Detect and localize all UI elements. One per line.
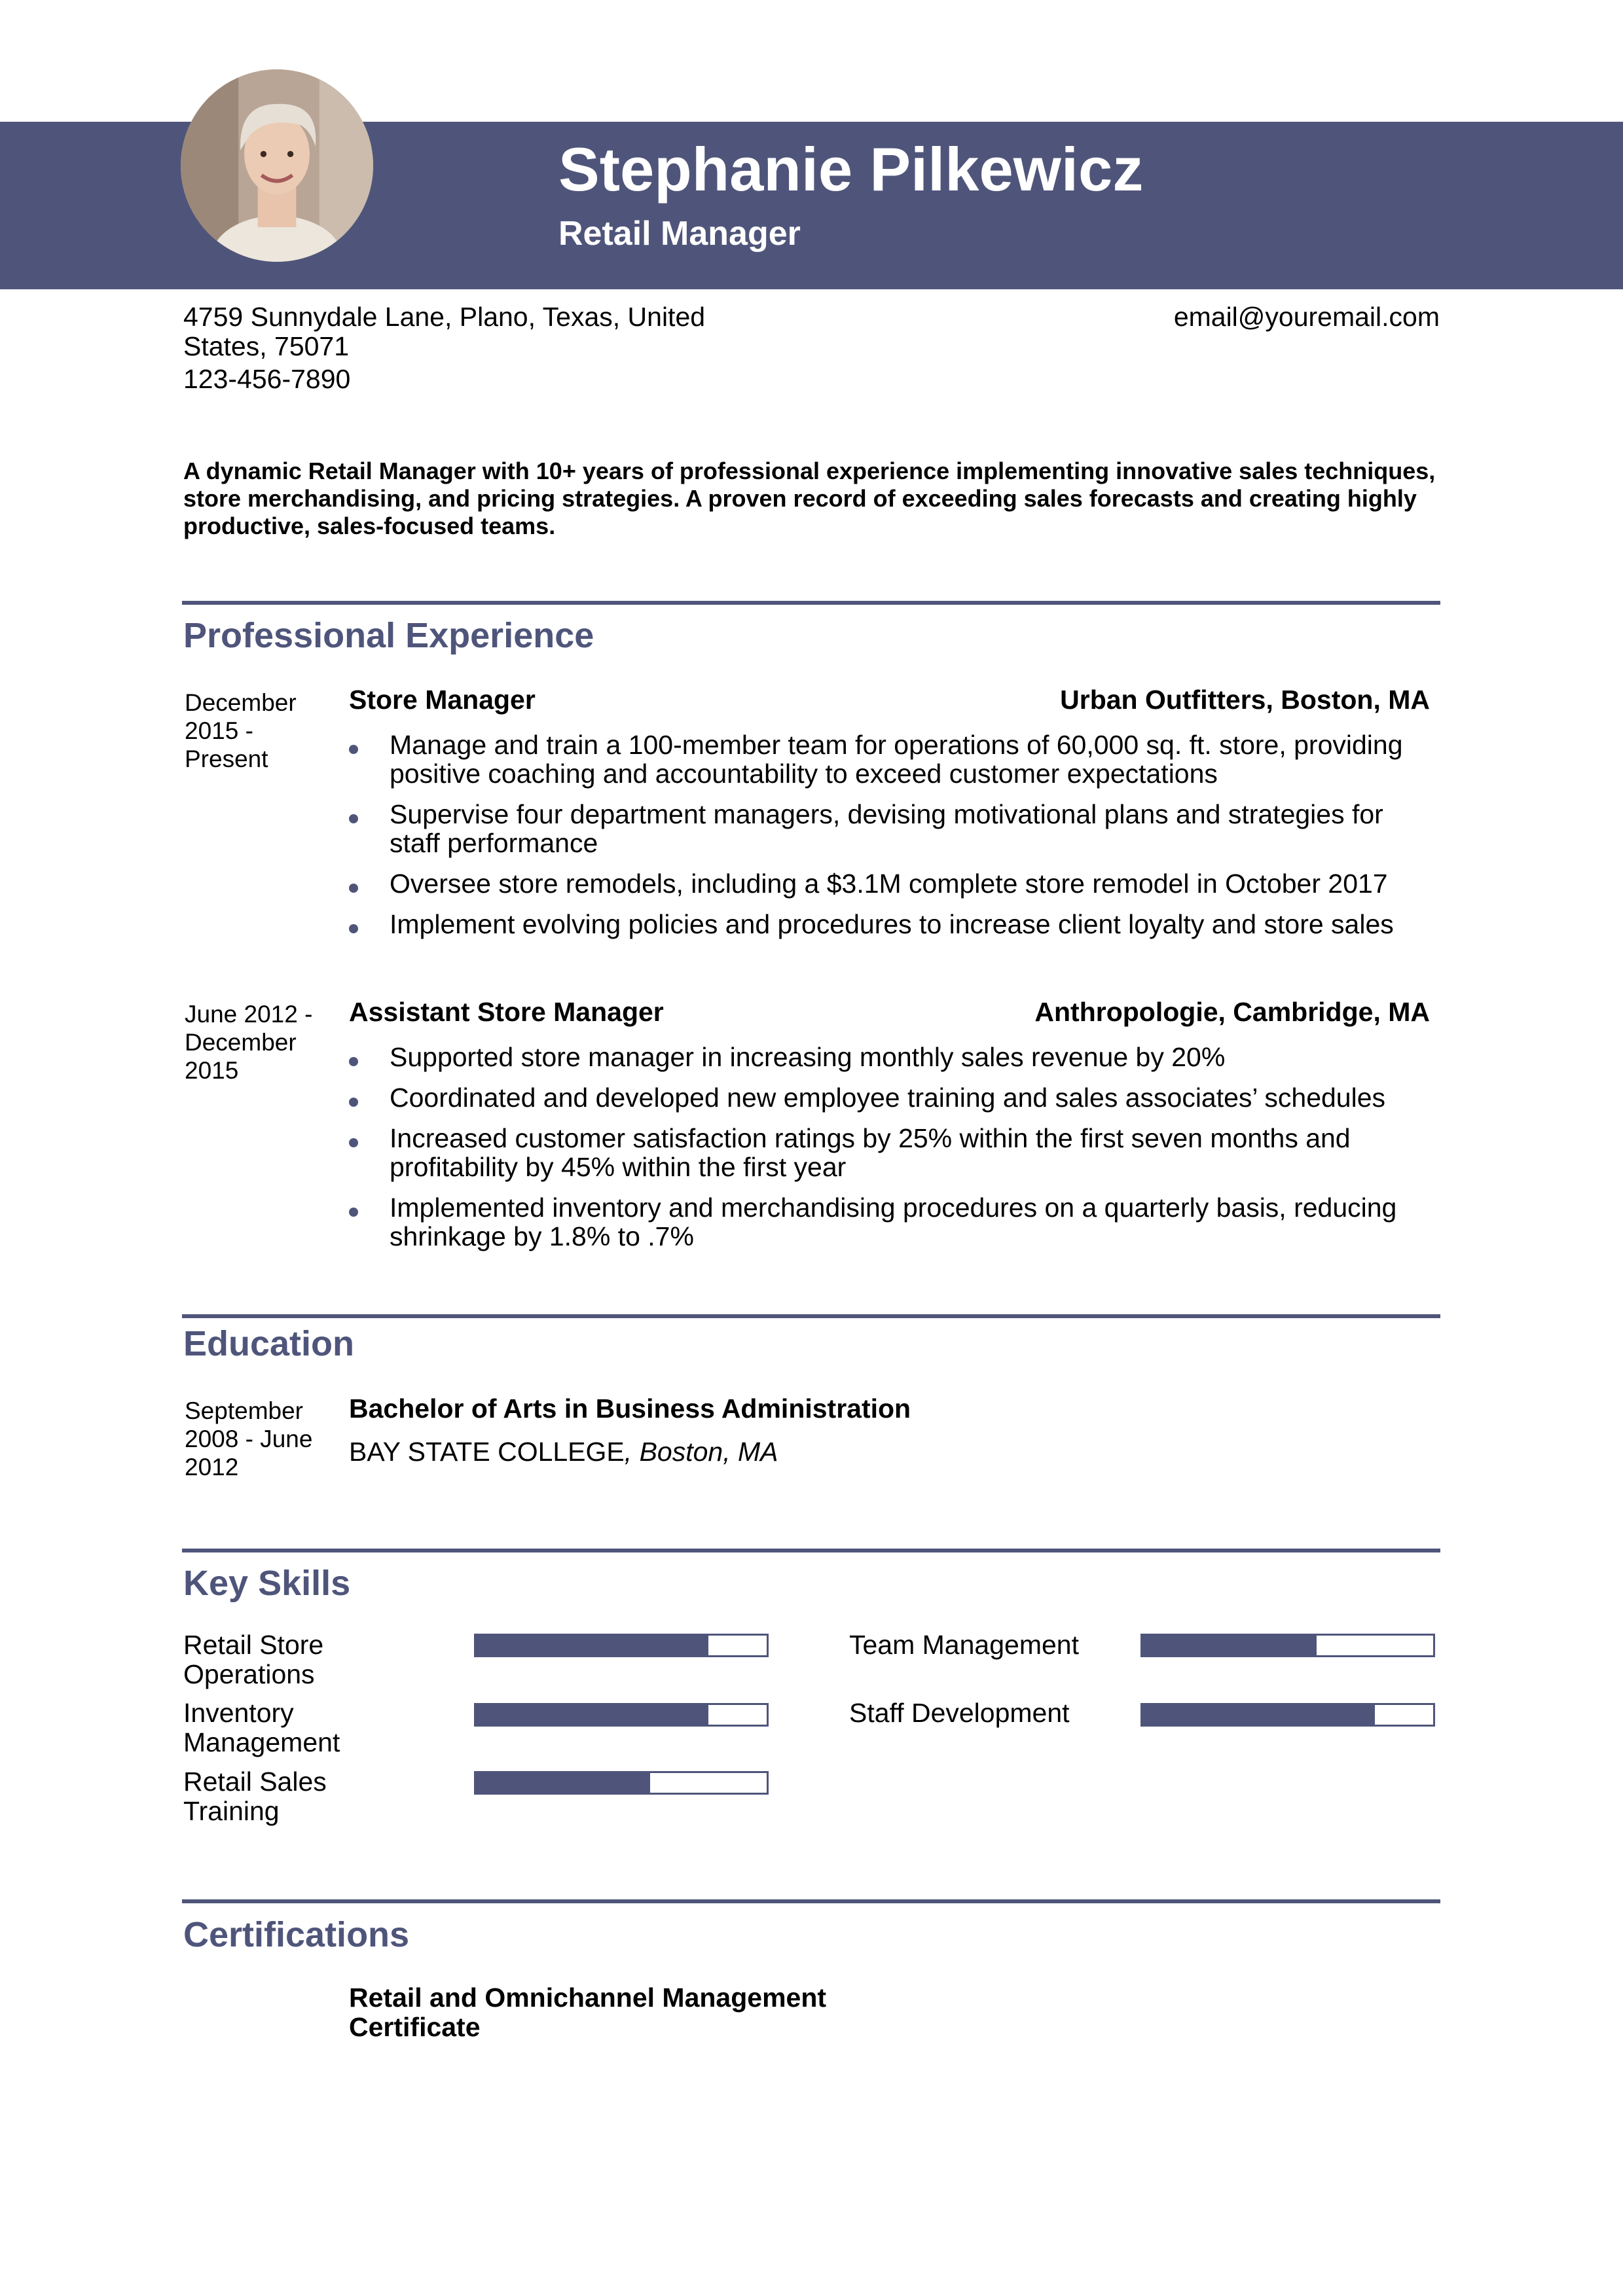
professional-summary: A dynamic Retail Manager with 10+ years of professional experience implementing innovative sales techniques, store merchandising, and pricing strategies. A proven record of exceeding sales forecasts and creating highly productive, sales-focused teams. (183, 457, 1436, 539)
contact-email[interactable]: email@youremail.com (1173, 302, 1440, 332)
skill-bar (474, 1703, 769, 1727)
job-company: Urban Outfitters, Boston, MA (1060, 685, 1430, 715)
school-name: BAY STATE COLLEGE (349, 1437, 625, 1467)
job-company: Anthropologie, Cambridge, MA (1034, 997, 1430, 1027)
job-date: December 2015 - Present (185, 689, 297, 772)
section-divider (182, 1899, 1440, 1903)
section-divider (182, 1549, 1440, 1552)
list-item: Implemented inventory and merchandising procedures on a quarterly basis, reducing shrinkage by 1.8% to .7% (349, 1193, 1436, 1251)
list-item: Increased customer satisfaction ratings by 25% within the first seven months and profitability by 45% within the first year (349, 1124, 1436, 1181)
skill-bar-fill (1142, 1705, 1375, 1725)
section-divider (182, 1314, 1440, 1318)
skill-bar (1140, 1703, 1435, 1727)
skill-name: Inventory Management (183, 1698, 340, 1757)
skill-name: Retail Store Operations (183, 1630, 324, 1689)
contact-phone: 123-456-7890 (183, 364, 351, 394)
section-title-education: Education (183, 1324, 355, 1363)
skill-bar (474, 1771, 769, 1795)
section-title-experience: Professional Experience (183, 616, 594, 655)
job-bullets (349, 1043, 1436, 1263)
education-degree: Bachelor of Arts in Business Administration (349, 1393, 911, 1424)
education-date: September 2008 - June 2012 (185, 1397, 313, 1480)
section-title-certifications: Certifications (183, 1915, 410, 1954)
profile-photo-icon (181, 69, 373, 262)
skill-name: Staff Development (849, 1698, 1070, 1728)
skill-bar-fill (1142, 1636, 1317, 1655)
skill-bar-fill (476, 1705, 708, 1725)
list-item: Implement evolving policies and procedures to increase client loyalty and store sales (349, 910, 1436, 939)
education-school (349, 1436, 778, 1468)
school-location: , Boston, MA (624, 1437, 778, 1467)
skill-name: Retail Sales Training (183, 1767, 327, 1826)
section-divider (182, 601, 1440, 605)
list-item: Coordinated and developed new employee training and sales associates’ schedules (349, 1083, 1436, 1112)
list-item: Oversee store remodels, including a $3.1M complete store remodel in October 2017 (349, 869, 1436, 898)
job-role: Store Manager (349, 685, 536, 715)
list-item: Supported store manager in increasing monthly sales revenue by 20% (349, 1043, 1436, 1071)
skill-name: Team Management (849, 1630, 1079, 1660)
profile-photo (181, 69, 373, 262)
certification-name: Retail and Omnichannel Management Certificate (349, 1982, 827, 2042)
section-title-skills: Key Skills (183, 1564, 351, 1603)
skill-bar-fill (476, 1636, 708, 1655)
skill-bar (1140, 1634, 1435, 1657)
candidate-name: Stephanie Pilkewicz (558, 135, 1144, 204)
job-date: June 2012 - December 2015 (185, 1001, 313, 1084)
list-item: Manage and train a 100-member team for operations of 60,000 sq. ft. store, providing positive coaching and accountability to exceed customer expectations (349, 730, 1436, 788)
skill-bar-fill (476, 1773, 650, 1793)
contact-address: 4759 Sunnydale Lane, Plano, Texas, United States, 75071 (183, 302, 706, 361)
candidate-title: Retail Manager (558, 215, 801, 253)
job-bullets (349, 730, 1436, 950)
list-item: Supervise four department managers, devising motivational plans and strategies for staff performance (349, 800, 1436, 857)
skill-bar (474, 1634, 769, 1657)
job-role: Assistant Store Manager (349, 997, 664, 1027)
